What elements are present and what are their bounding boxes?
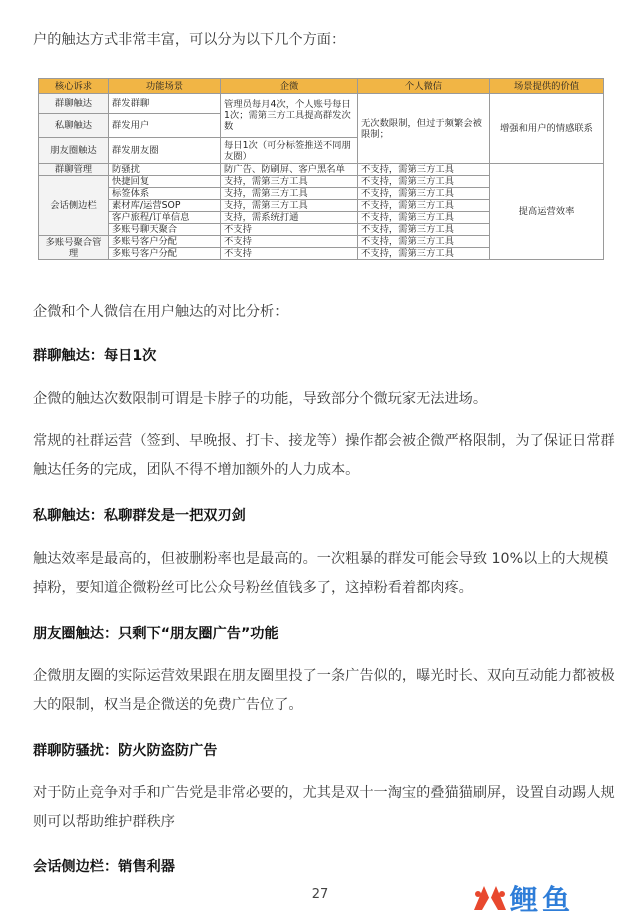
qiwei-cell: 不支持 [221, 236, 358, 248]
qiwei-cell: 每日1次（可分标签推送不同朋友圈） [221, 138, 358, 164]
intro-text: 户的触达方式非常丰富，可以分为以下几个方面： [33, 32, 346, 48]
paragraph: 触达效率是最高的，但被删粉率也是最高的。一次粗暴的群发可能会导致 10%以上的大规模掉粉，要知道企微粉丝可比公众号粉丝值钱多了，这掉粉看着都肉疼。 [33, 551, 609, 596]
personal-wechat-cell: 不支持，需第三方工具 [358, 164, 490, 176]
feature-cell: 防骚扰 [109, 164, 221, 176]
header-cell: 企微 [221, 79, 358, 94]
header-cell: 核心诉求 [39, 79, 109, 94]
personal-wechat-cell: 不支持，需第三方工具 [358, 224, 490, 236]
section-heading: 会话侧边栏：销售利器 [33, 859, 175, 875]
paragraph: 常规的社群运营（签到、早晚报、打卡、接龙等）操作都会被企微严格限制，为了保证日常群触达任务的完成，团队不得不增加额外的人力成本。 [33, 433, 615, 478]
category-cell: 会话侧边栏 [39, 176, 109, 236]
category-cell: 多账号聚合管理 [39, 236, 109, 260]
feature-cell: 多账号客户分配 [109, 236, 221, 248]
feature-cell: 标签体系 [109, 188, 221, 200]
section-heading: 群聊防骚扰：防火防盗防广告 [33, 743, 218, 759]
personal-wechat-cell: 不支持，需第三方工具 [358, 200, 490, 212]
category-cell: 群聊管理 [39, 164, 109, 176]
personal-wechat-cell: 不支持，需第三方工具 [358, 176, 490, 188]
paragraph: 企微和个人微信在用户触达的对比分析： [33, 304, 289, 320]
section-heading: 朋友圈触达：只剩下“朋友圈广告”功能 [33, 626, 279, 642]
paragraph: 企微的触达次数限制可谓是卡脖子的功能，导致部分个微玩家无法进场。 [33, 391, 488, 407]
feature-cell: 素材库/运营SOP [109, 200, 221, 212]
qiwei-cell: 不支持 [221, 224, 358, 236]
qiwei-cell: 防广告、防刷屏、客户黑名单 [221, 164, 358, 176]
qiwei-cell: 支持，需系统打通 [221, 212, 358, 224]
paragraph: 对于防止竞争对手和广告党是非常必要的，尤其是双十一淘宝的叠猫猫刷屏，设置自动踢人规则可以帮助维护群秩序 [33, 785, 615, 830]
personal-wechat-cell: 不支持，需第三方工具 [358, 236, 490, 248]
feature-cell: 多账号聊天聚合 [109, 224, 221, 236]
personal-wechat-cell: 不支持，需第三方工具 [358, 248, 490, 260]
feature-cell: 快捷回复 [109, 176, 221, 188]
brand-logo [470, 878, 574, 918]
qiwei-cell: 管理员每月4次，个人账号每日1次；需第三方工具提高群发次数 [221, 94, 358, 138]
feature-cell: 多账号客户分配 [109, 248, 221, 260]
header-cell: 个人微信 [358, 79, 490, 94]
feature-cell: 客户旅程/订单信息 [109, 212, 221, 224]
value-cell: 提高运营效率 [490, 164, 604, 260]
logo-text: 鲤鱼 [510, 883, 575, 916]
flame-logo-icon [470, 880, 510, 916]
personal-wechat-cell: 无次数限制，但过于频繁会被限制； [358, 94, 490, 164]
qiwei-cell: 支持，需第三方工具 [221, 188, 358, 200]
section-heading: 群聊触达：每日1次 [33, 348, 157, 364]
header-cell: 功能场景 [109, 79, 221, 94]
category-cell: 群聊触达 [39, 94, 109, 114]
feature-cell: 群发用户 [109, 114, 221, 138]
qiwei-cell: 不支持 [221, 248, 358, 260]
page-number: 27 [311, 887, 329, 902]
feature-cell: 群发群聊 [109, 94, 221, 114]
personal-wechat-cell: 不支持，需第三方工具 [358, 188, 490, 200]
category-cell: 私聊触达 [39, 114, 109, 138]
category-cell: 朋友圈触达 [39, 138, 109, 164]
section-heading: 私聊触达：私聊群发是一把双刃剑 [33, 508, 246, 524]
value-cell: 增强和用户的情感联系 [490, 94, 604, 164]
header-cell: 场景提供的价值 [490, 79, 604, 94]
personal-wechat-cell: 不支持，需第三方工具 [358, 212, 490, 224]
paragraph: 企微朋友圈的实际运营效果跟在朋友圈里投了一条广告似的，曝光时长、双向互动能力都被极大的限制，权当是企微送的免费广告位了。 [33, 668, 615, 713]
qiwei-cell: 支持，需第三方工具 [221, 176, 358, 188]
qiwei-cell: 支持，需第三方工具 [221, 200, 358, 212]
comparison-table [38, 78, 603, 268]
feature-cell: 群发朋友圈 [109, 138, 221, 164]
